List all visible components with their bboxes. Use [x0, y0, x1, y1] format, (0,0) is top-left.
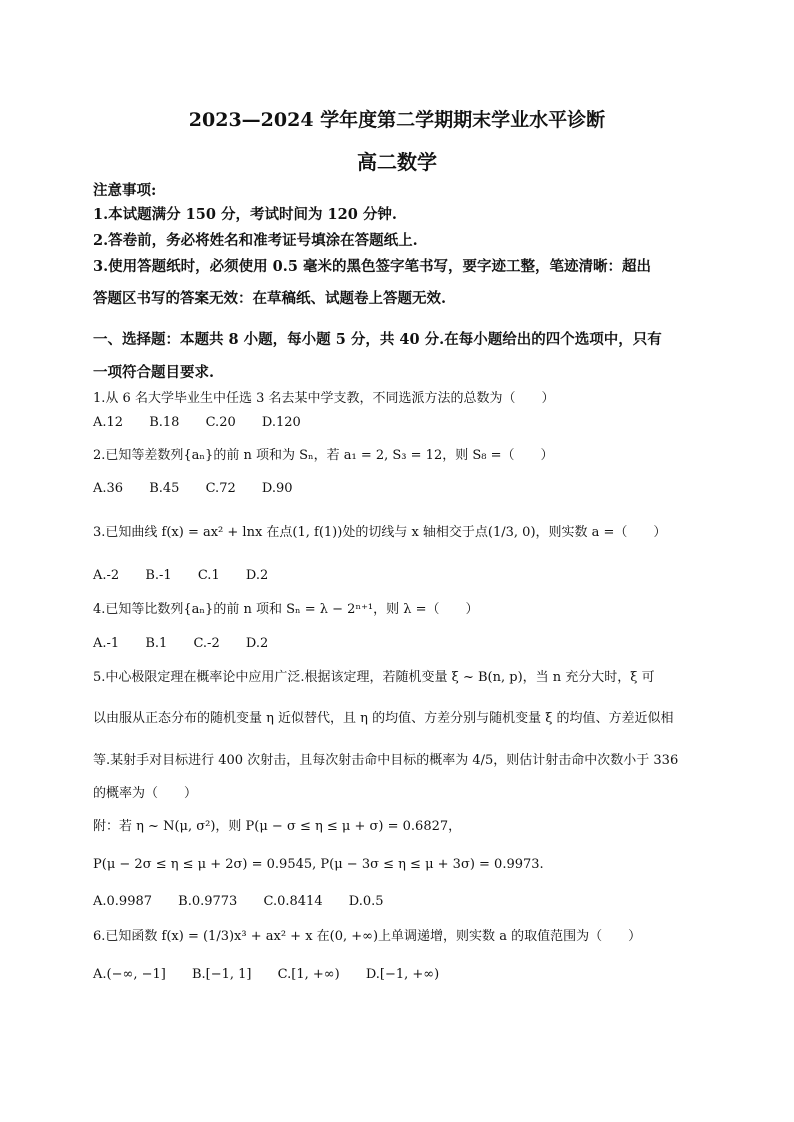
- option: C.1: [197, 568, 220, 583]
- section-heading: 一、选择题：本题共 8 小题，每小题 5 分，共 40 分.在每小题给出的四个选项中，只有: [93, 331, 662, 348]
- option: B.[−1, 1]: [191, 967, 252, 982]
- option: D.120: [261, 415, 301, 430]
- question-5-stem: 的概率为（ ）: [93, 786, 198, 801]
- option: C.[1, +∞): [277, 967, 340, 982]
- option: B.-1: [145, 568, 172, 583]
- subject-title: 高二数学: [357, 150, 437, 174]
- option: A.12: [93, 415, 124, 430]
- notice-item: 1.本试题满分 150 分，考试时间为 120 分钟.: [93, 206, 397, 223]
- question-4-stem: 4.已知等比数列{aₙ}的前 n 项和 Sₙ = λ − 2ⁿ⁺¹，则 λ =（ ）: [93, 602, 479, 617]
- option: C.72: [205, 481, 236, 496]
- option: A.36: [93, 481, 124, 496]
- question-5-stem: 5.中心极限定理在概率论中应用广泛.根据该定理，若随机变量 ξ ~ B(n, p)，当 n 充分大时，ξ 可: [93, 670, 655, 685]
- question-4-options: [93, 636, 290, 651]
- notice-item: 答题区书写的答案无效：在草稿纸、试题卷上答题无效.: [93, 290, 447, 307]
- question-3-stem: 3.已知曲线 f(x) = ax² + lnx 在点(1, f(1))处的切线与 x 轴相交于点(1/3, 0)，则实数 a =（ ）: [93, 525, 667, 540]
- option: C.20: [205, 415, 236, 430]
- option: B.45: [149, 481, 180, 496]
- notice-item: 3.使用答题纸时，必须使用 0.5 毫米的黑色签字笔书写，要字迹工整，笔迹清晰：超出: [93, 258, 651, 275]
- option: B.0.9773: [178, 894, 238, 909]
- option: B.1: [145, 636, 168, 651]
- section-heading-cont: 一项符合题目要求.: [93, 364, 215, 381]
- question-5-stem: 以由服从正态分布的随机变量 η 近似替代，且 η 的均值、方差分别与随机变量 ξ 的均值、方差近似相: [93, 711, 674, 726]
- question-2-stem: 2.已知等差数列{aₙ}的前 n 项和为 Sₙ，若 a₁ = 2, S₃ = 12，则 S₈ =（ ）: [93, 448, 554, 463]
- option: A.-2: [93, 568, 120, 583]
- option: D.2: [245, 636, 269, 651]
- question-5-appendix: P(μ − 2σ ≤ η ≤ μ + 2σ) = 0.9545, P(μ − 3σ ≤ η ≤ μ + 3σ) = 0.9973.: [93, 857, 544, 872]
- question-5-options: [93, 894, 406, 909]
- option: A.-1: [93, 636, 120, 651]
- question-5-stem: 等.某射手对目标进行 400 次射击，且每次射击命中目标的概率为 4/5，则估计射击命中次数小于 336: [93, 753, 679, 768]
- notice-heading: 注意事项:: [93, 182, 157, 199]
- question-6-stem: 6.已知函数 f(x) = (1/3)x³ + ax² + x 在(0, +∞)上单调递增，则实数 a 的取值范围为（ ）: [93, 929, 642, 944]
- question-6-options: [93, 967, 461, 982]
- option: A.(−∞, −1]: [93, 967, 166, 982]
- option: D.0.5: [348, 894, 384, 909]
- exam-title: 2023—2024 学年度第二学期期末学业水平诊断: [188, 109, 606, 131]
- option: C.-2: [193, 636, 220, 651]
- option: D.[−1, +∞): [365, 967, 440, 982]
- option: D.2: [245, 568, 269, 583]
- option: D.90: [261, 481, 293, 496]
- option: C.0.8414: [263, 894, 323, 909]
- option: B.18: [149, 415, 180, 430]
- question-3-options: [93, 568, 290, 583]
- question-5-appendix: 附：若 η ~ N(μ, σ²)，则 P(μ − σ ≤ η ≤ μ + σ) = 0.6827，: [93, 819, 462, 834]
- question-1-options: [93, 415, 323, 430]
- question-2-options: [93, 481, 315, 496]
- notice-item: 2.答卷前，务必将姓名和准考证号填涂在答题纸上.: [93, 232, 418, 249]
- option: A.0.9987: [93, 894, 153, 909]
- question-1-stem: 1.从 6 名大学毕业生中任选 3 名去某中学支教，不同选派方法的总数为（ ）: [93, 391, 555, 406]
